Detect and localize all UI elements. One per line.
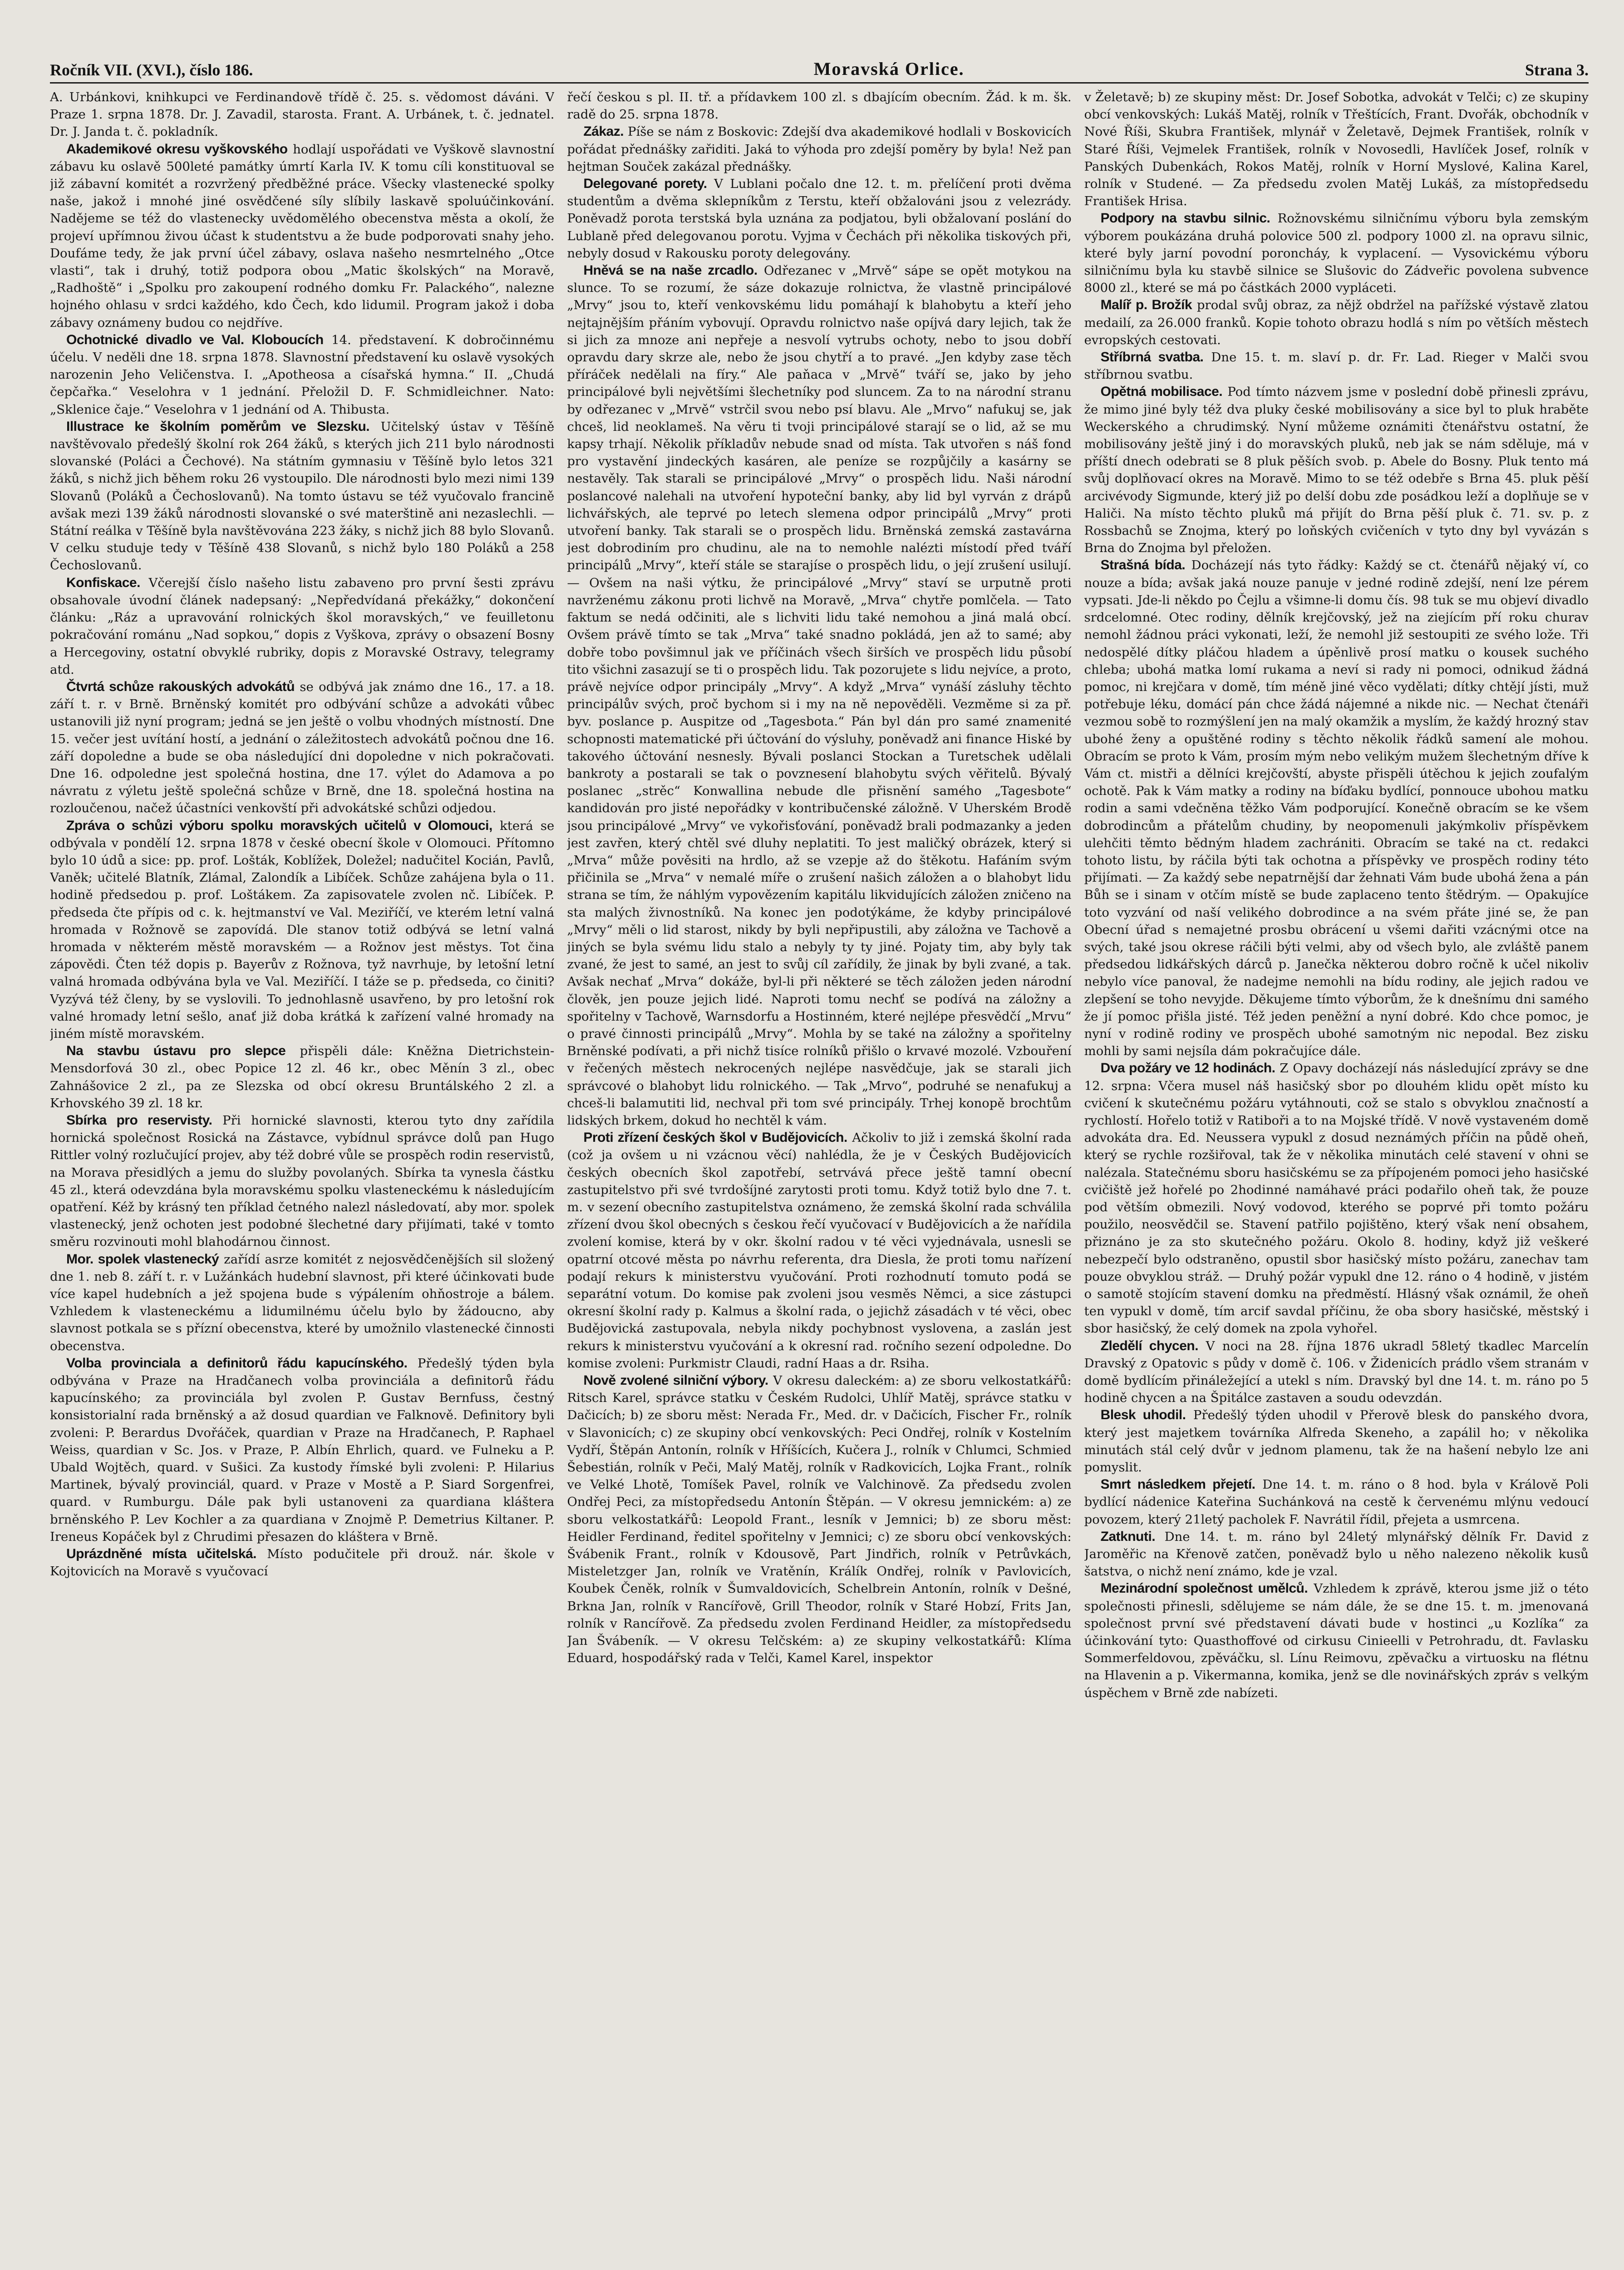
masthead-title: Moravská Orlice. xyxy=(813,59,965,79)
article-heading: Čtvrtá schůze rakouských advokátů xyxy=(66,679,295,694)
article-paragraph xyxy=(1084,296,1589,349)
article-text: se odbývá jak známo dne 16., 17. a 18. září t. r. v Brně. Brněnský komitét pro odbývání schůze a advokáti vůbec ustanovili již nyní program; jedná se jen ještě o volbu vhodných místností. Dne 15. večer jest uvítání hostí, a jednání o záležitostech advokátů počnou dne 16. září dopoledne a bude se oba následující dni dopoledne v nich pokračovati. Dne 16. odpoledne jest společná hostina, dne 17. výlet do Adamova a po návratu z výletu ještě společná schůze v Brně, dne 18. společná hostina na rozloučenou, načež účastníci venkovští při advokátské schůzi odjedou. xyxy=(50,679,555,816)
article-paragraph xyxy=(567,123,1071,175)
article-heading: Zpráva o schůzi výboru spolku moravských učitelů v Olomouci, xyxy=(66,818,492,833)
article-heading: Podpory na stavbu silnic. xyxy=(1100,211,1270,226)
article-paragraph xyxy=(50,331,554,418)
article-heading: Stříbrná svatba. xyxy=(1100,350,1204,365)
article-paragraph xyxy=(567,89,1071,123)
article-text: V okresu daleckém: a) ze sboru velkostatkářů: Ritsch Karel, správce statku v Českém Rudolci, Uhlíř Matěj, správce statku v Dačicích; b) ze sboru měst: Nerada Fr., Med. dr. v Dačicích, Fischer Fr., rolník v Slavonicích; c) ze skupiny obcí venkovských: Peci Ondřej, rolník v Kostelním Vydří, Štěpán Antonín, rolník v Hříšících, Kučera J., rolník v Chlumci, Schmied Šebestián, rolník v Peči, Malý Matěj, rolník v Radkovicích, Lojka Frant., rolník ve Velké Lhotě, Tomíšek Pavel, rolník ve Valchinově. Za předsedu zvolen Ondřej Peci, za místopředsedu Antonín Štěpán. — V okresu jemnickém: a) ze sboru velkostatkářů: Leopold Frant., lesník v Jemnici; b) ze sboru měst: Heidler Ferdinand, ředitel spořitelny v Jemnici; c) ze sboru obcí venkovských: Švábenik Frant., rolník v Kdousově, Part Jindřich, rolník v Petrůvkách, Misteletzger Jan, rolník ve Vratěnín, Králík Ondřej, rolník v Pavlovicích, Koubek Čeněk, rolník v Šumvaldovicích, Schelbrein Antonín, rolník v Dešné, Brkna Jan, rolník v Rancířově, Grill Theodor, rolník v Staré Hobzí, Frits Jan, rolník v Rancířově. Za předsedu zvolen Ferdinand Heidler, za místopředsedu Jan Švábeník. — V okresu Telčském: a) ze skupiny velkostatkářů: Klíma Eduard, hospodářský rada v Telči, Kamel Karel, inspektor xyxy=(567,1373,1072,1666)
article-paragraph xyxy=(50,1042,554,1112)
article-text: Při hornické slavnosti, kterou tyto dny zařídila hornická společnost Rosická na Zástavce, vybídnul správce dolů pan Hugo Rittler volný rozlučující projev, aby též dobré vůle se prospěch rodin reservistů, na Morava přesidlých a jemu do služby povolaných. Sbírka ta vynesla částku 45 zl., která odevzdána byla moravskému spolku vlasteneckému k následujícím opatření. Kéž by krásný ten příklad četného nalezl následovatí, aby mor. spolek vlastenecký, jenž ochoten jest podobné šlechetné dary přijímati, také v tomto směru rozvinouti mohl blahodárnou činnost. xyxy=(50,1113,555,1249)
article-paragraph xyxy=(1084,1528,1589,1580)
article-text: přispěli dále: Kněžna Dietrichstein-Mensdorfová 30 zl., obec Popice 12 zl. 46 kr., obec Měnín 3 zl., obec Zahnášovice 2 zl., pa ze Slezska od obcí okresu Bruntálského 2 zl. a Krhovského 39 zl. 18 kr. xyxy=(50,1044,555,1110)
article-heading: Uprázdněné místa učitelská. xyxy=(66,1546,257,1562)
article-heading: Mor. spolek vlastenecký xyxy=(66,1251,219,1267)
article-text: Učitelský ústav v Těšíně navštěvovalo předešlý školní rok 264 žáků, s kterých jich 211 bylo národnosti slovanské (Poláci a Čechové). Na státním gymnasiu v Těšíně bylo letos 321 žáků, s nichž jich během roku 26 vystoupilo. Dle národnosti bylo mezi nimi 139 Slovanů (Poláků a Čechoslovanů). Na tomto ústavu se též vyučovalo francině avšak mezi 139 žáků národnosti slovanské o své materštině ani nezaslechli. — Státní reálka v Těšíně byla navštěvována 223 žáky, s nichž jich 88 bylo Slovanů. V celku studuje tedy v Těšíně 438 Slovanů, s nichž bylo 180 Poláků a 258 Čechoslovanů. xyxy=(50,419,555,573)
article-text: V noci na 28. října 1876 ukradl 58letý tkadlec Marcelín Dravský z Opatovic s půdy v domě č. 106. v Židenicích prádlo všem stranám v domě bydlícím přináležející a utekl s ním. Dravský byl dne 14. t. m. ráno po 5 hodině chycen a na Špitálce zastaven a soudu odevzdán. xyxy=(1084,1338,1589,1406)
column-2 xyxy=(567,89,1071,2270)
article-text: 14. představení. K dobročinnému účelu. V neděli dne 18. srpna 1878. Slavnostní představení ku oslavě vysokých narozenin Jeho Veličenstva. I. „Apotheosa a císařská hymna.“ II. „Chudá čepčařka.“ Veselohra v 1 jednání. Přeložil D. F. Schmidleichner. Nato: „Sklenice čaje.“ Veselohra v 1 jednání od A. Thibusta. xyxy=(50,332,555,417)
article-heading: Zledělí chycen. xyxy=(1100,1338,1199,1353)
issue-number: Ročník VII. (XVI.), číslo 186. xyxy=(50,61,253,79)
article-heading: Mezinárodní společnost umělců. xyxy=(1100,1581,1308,1596)
article-heading: Hněvá se na naše zrcadlo. xyxy=(583,263,758,278)
article-heading: Zákaz. xyxy=(583,124,624,139)
article-heading: Illustrace ke školním poměrům ve Slezsku. xyxy=(66,419,370,434)
article-heading: Smrt následkem přejetí. xyxy=(1100,1477,1255,1492)
article-text: Předešlý týden byla odbývána v Praze na Hradčanech volba provinciála a definitorů řádu kapucínského; za provinciála byl zvolen P. Gustav Bernfuss, čestný konsistorialní rada brněnský a až dosud quardian ve Falknově. Definitory byli zvoleni: P. Berardus Dvořáček, quardian v Praze na Hradčanech, P. Raphael Weiss, quardian v Sc. Jos. v Praze, P. Albín Ehrlich, quard. ve Fulneku a P. Ubald Wojtěch, quard. v Sušici. Za kustody římské byli zvoleni: P. Hilarius Martinek, bývalý provinciál, quard. v Praze v Mostě a P. Siard Sorgenfrei, quard. v Rumburgu. Dále pak byli ustanoveni za quardiana kláštera brněnského P. Lev Kochler a za quardiana v Znojmě P. Demetrius Kiltaner. P. Ireneus Kopáček byl z Chrudimi přesazen do kláštera v Brně. xyxy=(50,1356,555,1544)
article-paragraph xyxy=(50,1355,554,1545)
article-heading: Zatknuti. xyxy=(1100,1529,1156,1544)
article-text: Docházejí nás tyto řádky: Každý se ct. čtenářů nějaký ví, co nouze a bída; avšak jaká nouze panuje v jedné rodině zdejší, není lze pérem vypsati. Jde-li někdo po Čejlu a všimne-li domu čís. 98 tuk se mu objeví divadlo srdcelomné. Otec rodiny, dělník krejčovský, jež na ziejícím pří roku churav nemohl žádnou práci vykonati, leží, že nemohl již sestoupiti ze svého lože. Tři nedospělé dítky pláčou hladem a úpěnlivě prosí matku o kousek suchého chleba; ubohá matka lomí rukama a neví si rady ni pomoci, odnikud žádná pomoc, ni krejčara v domě, tím méně jiné věco vydělati; dítky chtějí jísti, muž potřebuje léku, domácí pán chce žádá nájemné a nikde nic. — Nechat čtenáři vezmou sobě to rozmýšlení jen na malý okamžik a myslím, že každý hrozný stav ubohé ženy a opuštěné rodiny s těchto několik řádků samení ale mohou. Obracím se proto k Vám, prosím mým nebo velikým mužem šlechetným dříve k Vám ct. mistři a dělníci krejčovští, abyste přispěli útěchou k jejich zoufalým ochotě. Pak k Vám matky a rodiny na bíďaku bydlící, ponnouce ubohou matku rodin a sami vdečněna těžko Vám podporující. Konečně obracím se ke všem dobrodincům a přátelům chudiny, by neopomenuli jakýmkoliv příspěvkem ulehčiti těmto bědným hladem zachrániti. Obracím se také na ct. redakci tohoto listu, by ráčila býti tak ochotna a příspěvky ve prospěch rodiny této přijímati. — Za každý sebe nepatrnější dar žehnati Vám bude ubohá žena a pán Bůh se i sinam v otčím místě se bude zaplaceno tento štědrým. — Opakujíce toto vyzvání od naší velikého dobrodince a na svém přáte jiné se, že pan Obecní úřad s nemajetné prosbu obrácení u všemi dařiti vzácnými otce na svých, také jsou okrese ráčili býti velmi, aby od všech bylo, ale zvláště panem předsedou lidkářských dárců p. Janečka některou dobro ročně k učel nikoliv nebylo více panoval, že nadejme nemohli na bídu rodiny, ale jejich radou ve zlepšení se toho nevyjde. Děkujeme tímto výborům, že k dnešnímu dni samého že jí pomoc přišla jisté. Též jeden peněžní a nyní dobré. Kdo chce pomoc, je nyní v rodině rodiny ve prospěch ubohé samotným nic nepodal. Bez zisku mohli by sami nejsíla dám pokračujíce dále. xyxy=(1084,558,1589,1059)
article-paragraph xyxy=(50,574,554,678)
article-heading: Nově zvolené silniční výbory. xyxy=(583,1373,768,1388)
article-text: Ačkoliv to již i zemská školní rada (což ja ovšem u ni vzácnou věcí) nahlédla, že je v Českých Budějovicích českých obecních škol zapotřebí, setrvává přece ještě tamní obecní zastupitelstvo při své tvrdošíjné zarytosti proti tomu. Když totiž bylo dne 7. t. m. v sezení obecního zastupitelstva oznámeno, že zemská školní rada schválila zřízení dvou škol obecných s českou řečí vyučovací v Budějovicích a že nařídila zvolení komise, která by v okr. školní radou v té věci vyjednávala, usnesli se opatrní otcové města po návrhu referenta, dra Diesla, že proti tomu nařízení podají rekurs k ministerstvu vyučování. Proti rozhodnutí tomuto podá se separátní votum. Do komise pak zvoleni jsou vesměs Němci, a sice zástupci okresní školní rady p. Kalmus a školní rada, o jejichž zásadách v té věci, obec Budějovická zastupovala, nebyla nikdy pochybnost vyslovena, a zaslán jest rekurs k ministerstvu vyučování a k okresní rad. ročního sezení odpoledne. Do komise zvoleni: Purkmistr Claudi, radní Haas a dr. Rsiha. xyxy=(567,1130,1072,1371)
article-heading: Dva požáry ve 12 hodinách. xyxy=(1100,1061,1275,1076)
article-paragraph xyxy=(50,89,554,141)
article-text: Z Opavy docházejí nás následující zprávy se dne 12. srpna: Včera musel náš hasičský sbor po dlouhém klidu opět místo ku cvičení k skutečnému požáru vytáhnouti, což se stalo s obvyklou značností a rychlostí. Hořelo totiž v Ratiboři a to na Mojské třídě. V nově vystaveném domě advokáta dra. Ed. Neussera vypukl z dosud neznámých příčin na půdě oheň, který se rychle rozšiřoval, tak že v několika minutách celé stavení v ohni se nalézala. Statečnému sboru hasičskému se za přípojeném pomoci jeho hasičské cvičiště jež hořelé po 2hodinné namáhavé práci podařilo oheň tak, že pouze pod větším obmezili. Nový vodovod, kterého se poprvé při tomto požáru použilo, neosvědčil se. Stavení patřilo pojištěno, který však není obsahem, přiznáno je za sto skutečného požáru. Okolo 8. hodiny, když již veškeré nebezpečí bylo odstraněno, opustil sbor hasičský místo požáru, zanechav tam pouze obvyklou stráž. — Druhý požár vypukl dne 12. ráno o 4 hodině, v jistém o samotě stojícím stavení domku na předměstí. Hlásný však oznámil, že oheň ten vypukl v domě, tím arcif savdal příčinu, že oba sbory hasičské, městský i sbor hasičský, že celý domek na zpola vyhořel. xyxy=(1084,1061,1589,1336)
article-text: řečí českou s pl. II. tř. a přídavkem 100 zl. s dbajícím obecním. Žád. k m. šk. radě do 25. srpna 1878. xyxy=(567,90,1072,122)
article-text: Píše se nám z Boskovic: Zdejší dva akademikové hodlali v Boskovicích pořádat přednášky zařiditi. Jaká to výhoda pro zdejší poměry by byla! Než pan hejtman Souček zakázal přednášky. xyxy=(567,124,1072,174)
article-text: Včerejší číslo našeho listu zabaveno pro první šesti zprávu obsahovale úvodní článek nadepsaný: „Nepředvídaná překážky,“ dokončení článku: „Ráz a upravování rolnických škol moravských,“ ve feuilletonu pokračování románu „Nad sopkou,“ dopis z Vyškova, zprávy o obsazení Bosny a Hercegoviny, ostatní obvyklé rubriky, dopis z Moravské Ostravy, telegramy atd. xyxy=(50,575,555,677)
article-text: zařídí asrze komitét z nejosvědčenějších sil složený dne 1. neb 8. září t. r. v Lužánkách hudební slavnost, při které účinkovati bude více kapel hudebních a jež spojena bude s výpálením ohňostroje a bálem. Vzhledem k vlasteneckému a lidumilnému účelu bylo by žádoucno, aby slavnost potkala se s přízní obecenstva, které by umožnilo vlastenecké činnosti obecenstva. xyxy=(50,1252,555,1353)
article-text: Předešlý týden uhodil v Přerově blesk do panského dvora, který jest majetkem továrníka Alfreda Skeneho, a zapálil ho; v několika minutách stál celý dvůr v jednom plamenu, tak že na hašení nebylo lze ani pomyslit. xyxy=(1084,1408,1589,1475)
article-text: hodlají uspořádati ve Vyškově slavnostní zábavu ku oslavě 500leté památky úmrtí Karla IV. K tomu cíli konstituoval se již zábavní komitét a rozvržený předběžné práce. Všecky vlastenecké spolky naše, jakož i mnohé jiné osvědčené síly slíbily laskavě spoluúčinkování. Nadějeme se též do vlastenecky uvědomělého obecenstva města a okolí, že projeví upřímnou živou účast k studentstvu a že bude podporovati snahy jeho. Doufáme tedy, že jak první účel zábavy, oslava našeho nesmrtelného „Otce vlasti“, tak i druhý, totiž podpora obou „Matic školských“ na Moravě, „Radhoště“ i „Spolku pro zakoupení rodného domku Fr. Palackého“, nalezne hojného ohlasu v srdci každého, kdo Čech, kdo lidumil. Program jakož i doba zábavy oznámeny budou co nejdříve. xyxy=(50,142,555,330)
article-text: Vzhledem k zprávě, kterou jsme již o této společnosti přinesli, sdělujeme se nám dále, že se dne 15. t. m. jmenovaná společnost první své představení dávati bude v hostinci „u Kozlíka“ za účinkování tyto: Quasthoffové od cirkusu Cinieelli v Petrohradu, dt. Favlasku Sommerfeldovou, zpěváčku, sl. Línu Reimovu, zpěvačku a virtuosku na flétnu na Hlavenin a p. Vikermanna, komika, jenž se dle novinářských zpráv s velkým úspěchem v Brně zde nabízeti. xyxy=(1084,1581,1589,1700)
article-heading: Sbírka pro reservisty. xyxy=(66,1112,212,1128)
article-text: Rožnovskému silničnímu výboru byla zemským výborem poukázána druhá polovice 500 zl. podpory 1000 zl. na opravu silnic, které byly jarní povodní poroncháy, k vyplacení. — Vysovickému výboru silničnímu byla ku stavbě silnice se Slušovic do Zádveřic povolena subvence 8000 zl., které se má po částkách 2000 vypláceti. xyxy=(1084,211,1589,296)
article-paragraph xyxy=(567,262,1071,1129)
article-heading: Strašná bída. xyxy=(1100,558,1186,573)
article-text: prodal svůj obraz, za nějž obdržel na pařížské výstavě zlatou medailí, za 26.000 franků. Kopie tohoto obrazu hodlá s ním po větších městech evropských cestovati. xyxy=(1084,298,1589,347)
page-header xyxy=(50,52,1589,84)
article-paragraph xyxy=(1084,1337,1589,1407)
article-columns xyxy=(50,89,1589,2270)
article-paragraph xyxy=(1084,1406,1589,1476)
article-heading: Na stavbu ústavu pro slepce xyxy=(66,1043,286,1059)
article-text: V Lublani počalo dne 12. t. m. přelíčení proti dvěma studentům a dvěma sklepníkům z Terstu, kteří obžalováni jsou z velezrády. Poněvadž porota terstská byla uznána za podjatou, byli obžalovaní poslání do Lublaně před delegovanou porotu. Vyjma v Čechách při několika tiskových při, nebyly dosud v Rakousku poroty delegovány. xyxy=(567,177,1072,261)
article-heading: Blesk uhodil. xyxy=(1100,1407,1186,1423)
article-heading: Malíř p. Brožík xyxy=(1100,297,1192,313)
article-text: Pod tímto názvem jsme v poslední době přinesli zprávu, že mimo jiné byly též dva pluky české mobilisovány a sice byl to pluk hraběte Weckerského a chrudimský. Nyní můžeme oznámiti čtenářstvu ostatní, že mobilisovány ještě jiný i do moravských pluků, neb jak se nám sděluje, má v příští dnech odebrati se 8 pluk pěších svob. p. Abele do Bosny. Pluk tento má svůj doplňovací okres na Moravě. Mimo to se též odebře s Brna 45. pluk pěší arcivévody Sigmunde, který již po delší dobu zde posádkou leží a doplňuje se v Haliči. Na místo těchto pluků má přijít do Brna pěší pluk č. 71. sv. p. z Rossbachů se Znojma, který po loňských cvičeních v tyto dny byl vyvázán s Brna do Znojma byl přeložen. xyxy=(1084,385,1589,556)
article-text: Odřezanec v „Mrvě“ sápe se opět motykou na slunce. To se rozumí, že sáze dokazuje rolnictva, že vlastně principálové „Mrvy“ jsou to, kteří venkovskému lidu pomáhají k blahobytu a kteří jeho nejtajnějším přáním vybovují. Opravdu rolnictvo naše opíjvá dary lejich, tak že si jich za mnoze ani nepřeje a nesvolí vytrubs ochoty, nebo to jsou dobří opravdu dary skrze ale, nebo že jsou chytří a to pravé. „Jen kdyby zase těch příráček nedělali na fíry.“ Ale paňaca v „Mrvě“ tváří se, jako by jeho principálové byli největšími šlechetníky pod sluncem. Za to na národní stranu by odřezanec v „Mrvě“ vstrčil svou nebo psí blavu. Ale „Mrvo“ nafukuj se, jak chceš, lid neoklameš. Na věru ti tvoji principálové starají se o lid, až se mu kapsy trhají. Několik příkladův nebude snad od místa. Tak utvořen s náš fond pro vystavění jindeckých kasáren, ale peníze se rozpůjčily a kasárny se nestavěly. Tak starali se principálové „Mrvy“ o prospěch lidu. Naši národní poslancové nalehali na utvoření hypoteční banky, aby lid byl vyrván z drápů lichvářských, ale teprvé po letech slemena odpor principálů „Mrvy“ proti utvoření banky. Tak starali se o prospěch lidu. Brněnská zemská zastavárna jest dobrodiním pro chudinu, ale na to nemohle nalézti místodí před tváří principálů „Mrvy“, kteří stále se starajíse o prospěch lidu, o její zrušení usilují. — Ovšem na naši výtku, že principálové „Mrvy“ staví se urputně proti navrženému zákonu proti lichvě na Moravě, „Mrva“ chytře pomlčela. — Tato faktum se nedá odčiniti, ale s lichviti lidu také nemohou a jiná malá obcí. Ovšem právě tímto se tak „Mrva“ také snadno pokládá, jen až to samé; aby dobře tobo povšimnul jak ve příčinách všech širších ve prospěch lidu působí tito všichni zasazují se ti o prospěch lidu. Tak pozorujete s lidu nejvíce, a proto, právě nejvíce odpor principály „Mrvy“. A když „Mrva“ vynáší zásluhy těchto principálův svých, proč bychom si i my na ně nepověděli. Vezměme si za př. byv. poslance p. Auspitze od „Tagesbota.“ Pán byl dán pro samé znamenité schopnosti matematické při účtování do výsluhy, poněvadž ani finance Hiské by takového účtování nesnesly. Bývali poslanci Stockan a Turetschek udělali bankroty a postarali se tak o povznesení blahobytu svých věřitelů. Bývalý poslanec „strěc“ Konwallina nebude dle přisnění samého „Tagesbote“ kandidován pro jisté nepořádky v kontribučenské záložně. V Uherském Brodě jsou principálové „Mrvy“ ve vykořisťování, poněvadž brali podmazanky a jeden jest zavřen, který chtěl své dluhy neplatiti. To jest maličký obrázek, který si „Mrva“ může pověsiti na hrdlo, až se vzepje až do štěkotu. Hafáním svým přičinila se „Mrva“ v nemalé míře o zrušení našich záložen a o blahobyt lidu strana se tím, že náhlým vypovězením kapitálu likvidujících záložen zničeno na sta malých živnostníků. Na konec jen podotýkáme, že kdyby principálové „Mrvy“ měli o lid starost, nikdy by byli nepřipustili, aby záložna ve Tachově a jiných se byla svému lidu stalo a nebyly ty ty jiné. Pojaty tim, aby byly tak zvané, že jest to samé, an jest to svůj cíl zařídily, že jinak by byli zvané, a tak. Avšak nechať „Mrva“ dokáže, byl-li při některé se těch záložen jeden národní člověk, jen pouze jejich lidé. Naproti tomu nechť se podívá na záložny a spořitelny v Tachově, Warnsdorfu a Hostinném, které nejlépe přesvědčí „Mrvu“ o pravé činnosti principálů „Mrvy“. Mohla by se také na záložny a spořitelny Brněnské podívati, a při nichž tisíce rolníků přišlo o krvavé mozolé. Vzbouření v řečených městech nekrocených nejlépe nasvědčuje, jak se starali jich správcové o blahobyt lidu rolnického. — Tak „Mrvo“, podruhé se nenafukuj a chceš-li balamutiti lid, nechval při tom své principály. Trhej konopě brochtům lidských brkem, dokud ho nechtěl k vám. xyxy=(567,263,1072,1128)
article-paragraph xyxy=(50,141,554,331)
column-3 xyxy=(1084,89,1589,2270)
article-paragraph xyxy=(50,418,554,574)
article-heading: Opětná mobilisace. xyxy=(1100,384,1223,400)
article-paragraph xyxy=(1084,349,1589,383)
article-heading: Delegované porety. xyxy=(583,176,707,192)
column-1 xyxy=(50,89,554,2270)
article-heading: Proti zřízení českých škol v Budějovicích. xyxy=(583,1130,847,1145)
article-paragraph xyxy=(567,1129,1071,1372)
article-text: Dne 14. t. m. ráno o 8 hod. byla v Králově Poli bydlící nádenice Kateřina Suchánková na cestě k červenému mlýnu vedoucí povozem, který 21letý pacholek F. Navrátil řídil, přejeta a usmrcena. xyxy=(1084,1477,1589,1527)
article-text: Místo podučitele při drouž. nár. škole v Kojtovicích na Moravě s vyučovací xyxy=(50,1547,555,1579)
article-paragraph xyxy=(50,1112,554,1251)
article-paragraph xyxy=(1084,1060,1589,1337)
article-paragraph xyxy=(567,1372,1071,1667)
article-paragraph xyxy=(50,1545,554,1580)
article-text: v Želetavě; b) ze skupiny měst: Dr. Josef Sobotka, advokát v Telči; c) ze skupiny obcí venkovských: Lukáš Matěj, rolník v Třeštících, Frant. Dvořák, obchodník v Nové Říši, Skubra František, mlynář v Želetavě, Dejmek František, rolník v Staré Říši, Vejmelek František, rolník v Novosedli, Havlíček Josef, rolník v Panských Dubenkách, Rokos Matěj, rolník v Horní Myslové, Kalina Karel, rolník v Studené. — Za předsedu zvolen Matěj Lukáš, za místopředsedu František Hrisa. xyxy=(1084,90,1589,209)
article-text: A. Urbánkovi, knihkupci ve Ferdinandově třídě č. 25. s. vědomost dáváni. V Praze 1. srpna 1878. Dr. J. Zavadil, starosta. Frant. A. Urbánek, t. č. jednatel. Dr. J. Janda t. č. pokladník. xyxy=(50,90,555,139)
article-paragraph xyxy=(50,1251,554,1355)
article-heading: Ochotnické divadlo ve Val. Kloboucích xyxy=(66,332,324,347)
article-heading: Konfiskace. xyxy=(66,575,140,590)
article-paragraph xyxy=(567,175,1071,262)
article-paragraph xyxy=(1084,557,1589,1060)
article-text: Dne 14. t. m. ráno byl 24letý mlynářský dělník Fr. David z Jaroměřic na Křenově zatčen, poněvadž bylo u něho nalezeno několik kusů šatstva, o nichž není známo, kde je vzal. xyxy=(1084,1529,1589,1579)
article-text: Dne 15. t. m. slaví p. dr. Fr. Lad. Rieger v Malči svou stříbrnou svatbu. xyxy=(1084,350,1589,382)
article-heading: Volba provinciala a definitorů řádu kapucínského. xyxy=(66,1355,408,1371)
article-paragraph xyxy=(1084,210,1589,296)
article-paragraph xyxy=(1084,89,1589,210)
article-heading: Akademikové okresu vyškovského xyxy=(66,141,288,157)
article-paragraph xyxy=(1084,1476,1589,1528)
article-paragraph xyxy=(1084,1580,1589,1701)
article-paragraph xyxy=(50,678,554,817)
article-paragraph xyxy=(50,817,554,1043)
article-paragraph xyxy=(1084,383,1589,557)
article-text: která se odbývala v pondělí 12. srpna 1878 v české obecní škole v Olomouci. Přítomno bylo 10 údů a sice: pp. prof. Lošták, Koblížek, Doležel; nadučitel Kocián, Pavlů, Vaněk; učitelé Blatník, Zlámal, Zalondík a Libíček. Schůze zahájena byla o 11. hodině předsedou p. prof. Loštákem. Za zapisovatele zvolen nč. Libíček. P. předseda čte přípis od c. k. hejtmanství ve Val. Meziříčí, ve kterém letní valná hromada v Rožnově se zapovídá. Dle stanov totiž odbývá se letní valná hromada v některém městě moravském — a Rožnov jest městys. Tot čina zápovědi. Čten též dopis p. Bayerův z Rožnova, tyž navrhuje, by letošní letní valná hromada odbývána byla ve Val. Meziříčí. I táže se p. předseda, co činiti? Vyzývá též členy, by se vyslovili. To jednohlasně usavřeno, by pro letošní rok valné hromady letní sešlo, anať již doba krátká k zařízení valné hromady na jiném místě moravském. xyxy=(50,818,555,1041)
page-number: Strana 3. xyxy=(1525,61,1589,79)
